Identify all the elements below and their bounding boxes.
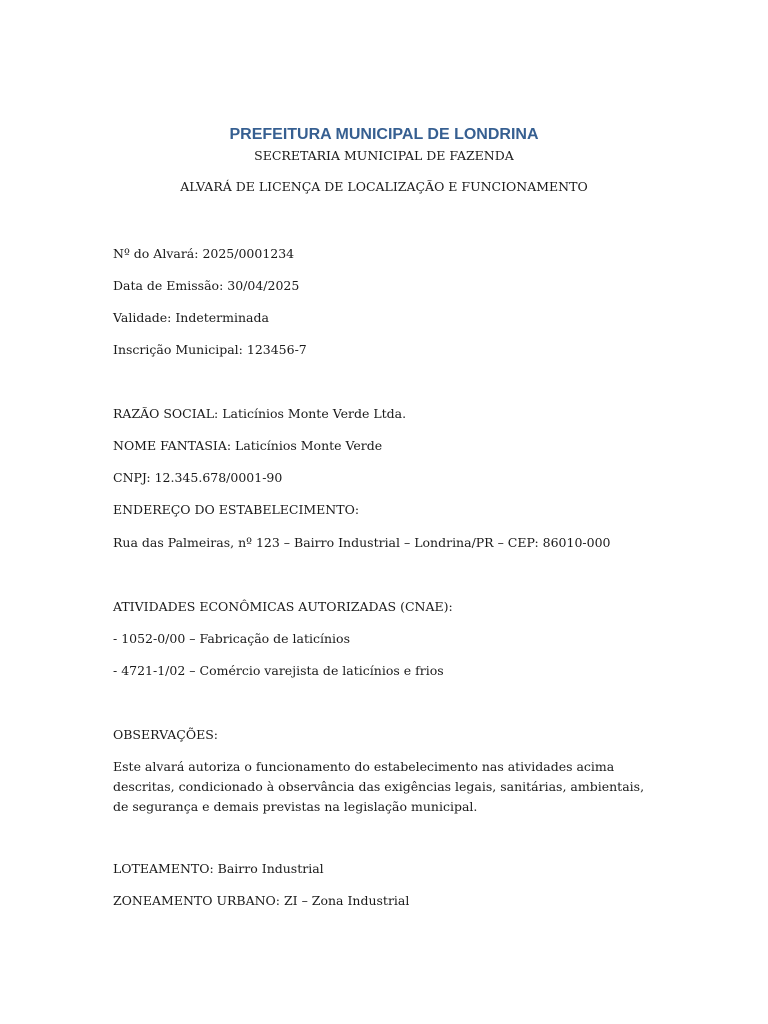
issue-date: Data de Emissão: 30/04/2025	[113, 278, 300, 293]
activity-item: - 4721-1/02 – Comércio varejista de laticínios e frios	[113, 663, 444, 678]
trade-name: NOME FANTASIA: Laticínios Monte Verde	[113, 438, 383, 453]
municipal-registration: Inscrição Municipal: 123456-7	[113, 342, 307, 357]
address: Rua das Palmeiras, nº 123 – Bairro Industrial – Londrina/PR – CEP: 86010-000	[113, 535, 611, 550]
observations-text: Este alvará autoriza o funcionamento do estabelecimento nas atividades acima descritas, condicionado à observância das exigências legais, sanitárias, ambientais, de segurança e demais previstas na legislação municipal.	[113, 759, 645, 814]
activities-heading: ATIVIDADES ECONÔMICAS AUTORIZADAS (CNAE):	[113, 599, 453, 614]
observations-heading: OBSERVAÇÕES:	[113, 727, 219, 742]
address-label: ENDEREÇO DO ESTABELECIMENTO:	[113, 502, 360, 517]
department-subtitle: SECRETARIA MUNICIPAL DE FAZENDA	[254, 148, 514, 163]
document-type: ALVARÁ DE LICENÇA DE LOCALIZAÇÃO E FUNCIONAMENTO	[180, 179, 588, 194]
validity: Validade: Indeterminada	[113, 310, 269, 325]
urban-zoning: ZONEAMENTO URBANO: ZI – Zona Industrial	[113, 893, 410, 908]
document-header	[0, 124, 768, 196]
legal-name: RAZÃO SOCIAL: Laticínios Monte Verde Ltda.	[113, 406, 407, 421]
license-number: Nº do Alvará: 2025/0001234	[113, 246, 295, 261]
page-title: PREFEITURA MUNICIPAL DE LONDRINA	[229, 126, 539, 143]
activity-item: - 1052-0/00 – Fabricação de laticínios	[113, 631, 350, 646]
cnpj: CNPJ: 12.345.678/0001-90	[113, 470, 283, 485]
subdivision: LOTEAMENTO: Bairro Industrial	[113, 861, 324, 876]
